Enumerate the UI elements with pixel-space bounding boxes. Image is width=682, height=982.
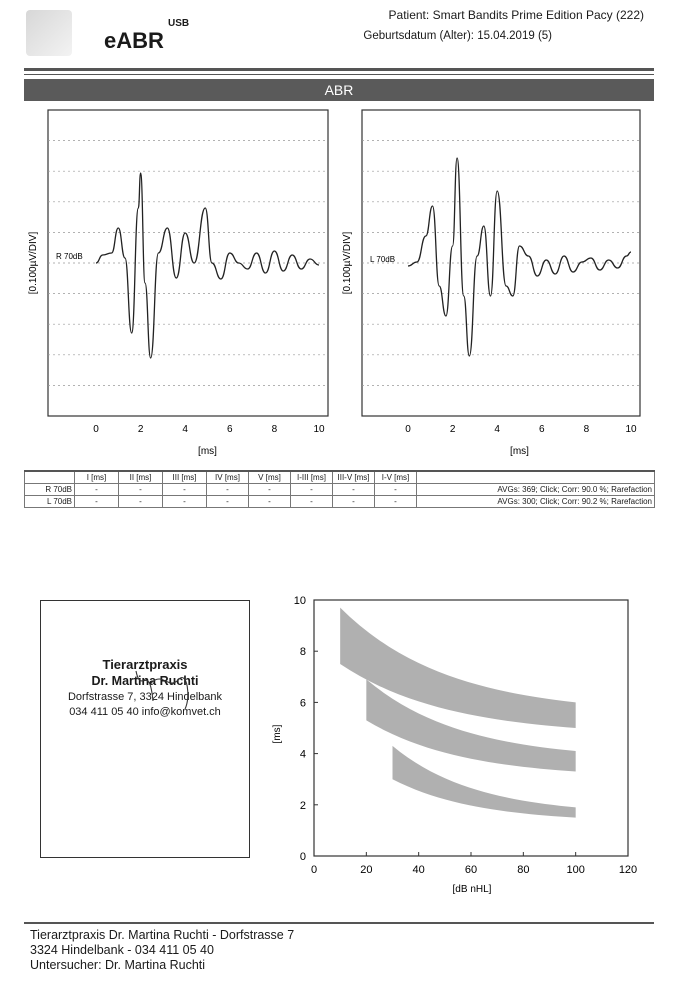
- table-cell: -: [207, 484, 249, 496]
- x-tick-label: 80: [517, 864, 530, 876]
- table-cell: -: [291, 484, 333, 496]
- table-cell: -: [75, 496, 119, 508]
- table-cell: -: [333, 496, 375, 508]
- logo-superscript: USB: [168, 18, 190, 29]
- table-cell: -: [291, 496, 333, 508]
- stamp-line-contact: 034 411 05 40 info@komvet.ch: [69, 706, 221, 718]
- x-tick-label: 6: [539, 424, 545, 435]
- plot-xlabel: [ms]: [510, 446, 529, 457]
- table-cell: -: [163, 484, 207, 496]
- column-header: III-V [ms]: [333, 471, 375, 484]
- x-tick-label: 10: [625, 424, 637, 435]
- column-header: I-III [ms]: [291, 471, 333, 484]
- row-info: AVGs: 369; Click; Corr: 90.0 %; Rarefaction: [417, 484, 655, 496]
- footer-line-address: 3324 Hindelbank - 034 411 05 40: [30, 943, 214, 957]
- x-tick-label: 100: [566, 864, 585, 876]
- x-tick-label: 0: [405, 424, 411, 435]
- trace-label: R 70dB: [56, 252, 83, 261]
- x-tick-label: 4: [494, 424, 500, 435]
- column-header: V [ms]: [249, 471, 291, 484]
- section-banner: ABR: [24, 79, 654, 101]
- y-tick-label: 2: [299, 799, 306, 812]
- table-cell: -: [163, 496, 207, 508]
- chart-xlabel: [dB nHL]: [452, 884, 492, 895]
- x-tick-label: 0: [310, 864, 318, 876]
- table-cell: -: [119, 484, 163, 496]
- x-tick-label: 6: [227, 424, 233, 435]
- footer-line-practice: Tierarztpraxis Dr. Martina Ruchti - Dorfstrasse 7: [30, 928, 295, 942]
- x-tick-label: 20: [360, 864, 373, 876]
- x-tick-label: 2: [449, 424, 456, 435]
- stamp-line-address: Dorfstrasse 7, 3324 Hindelbank: [67, 691, 223, 703]
- li-chart-group: [272, 595, 637, 895]
- column-header: I-V [ms]: [375, 471, 417, 484]
- x-tick-label: 2: [137, 424, 144, 435]
- footer-line-examiner: Untersucher: Dr. Martina Ruchti: [30, 958, 206, 972]
- x-tick-label: 40: [412, 864, 425, 876]
- y-tick-label: 4: [299, 748, 306, 761]
- x-tick-label: 120: [618, 864, 638, 876]
- patient-label: Patient:: [388, 8, 430, 22]
- stamp-line-doctor: Dr. Martina Ruchti: [91, 674, 199, 688]
- column-header: II [ms]: [119, 471, 163, 484]
- trace-label: L 70dB: [370, 255, 396, 264]
- row-label: R 70dB: [25, 484, 75, 496]
- column-header: I [ms]: [75, 471, 119, 484]
- table-cell: -: [119, 496, 163, 508]
- patient-name: Smart Bandits Prime Edition Pacy (222): [432, 8, 644, 22]
- table-cell: -: [333, 484, 375, 496]
- x-tick-label: 4: [182, 424, 188, 435]
- x-tick-label: 0: [93, 424, 99, 435]
- column-header: IV [ms]: [207, 471, 249, 484]
- x-tick-label: 10: [313, 424, 325, 435]
- footer-rule: [24, 922, 654, 924]
- table-cell: -: [249, 484, 291, 496]
- y-tick-label: 0: [299, 851, 306, 863]
- table-cell: -: [75, 484, 119, 496]
- column-header: III [ms]: [163, 471, 207, 484]
- plot-ylabel: [0.100µV/DIV]: [342, 231, 353, 295]
- y-tick-label: 8: [299, 646, 306, 659]
- logo-text: eABR: [104, 28, 164, 53]
- table-cell: -: [207, 496, 249, 508]
- table-cell: -: [375, 496, 417, 508]
- plot-xlabel: [ms]: [198, 446, 217, 457]
- stamp-line-practice: Tierarztpraxis: [102, 657, 188, 672]
- y-tick-label: 6: [299, 697, 306, 710]
- row-info: AVGs: 300; Click; Corr: 90.2 %; Rarefaction: [417, 496, 655, 508]
- x-tick-label: 8: [583, 424, 590, 435]
- table-cell: -: [249, 496, 291, 508]
- birth-value: 15.04.2019 (5): [477, 30, 552, 42]
- chart-ylabel: [ms]: [272, 724, 283, 744]
- birth-label: Geburtsdatum (Alter):: [363, 30, 474, 42]
- plot-ylabel: [0.100µV/DIV]: [28, 231, 39, 295]
- y-tick-label: 10: [293, 595, 306, 607]
- x-tick-label: 8: [271, 424, 278, 435]
- table-cell: -: [375, 484, 417, 496]
- x-tick-label: 60: [464, 864, 478, 876]
- row-label: L 70dB: [25, 496, 75, 508]
